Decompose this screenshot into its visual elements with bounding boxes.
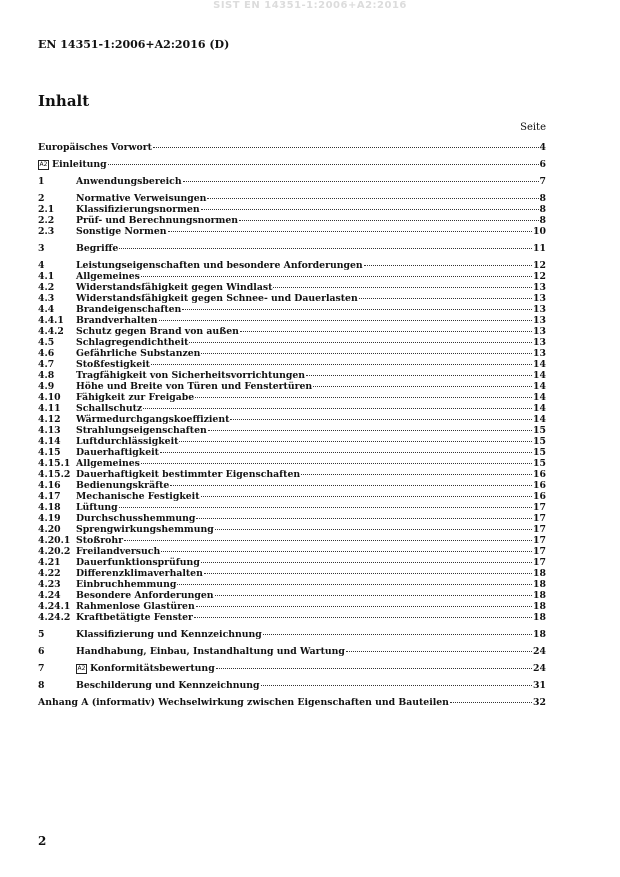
- toc-entry-number: 4.17: [38, 491, 61, 502]
- toc-entry-page: 15: [533, 447, 546, 458]
- dot-leader: [208, 430, 532, 431]
- toc-entry-title-text: Luftdurchlässigkeit: [76, 436, 179, 447]
- dot-leader: [215, 595, 533, 596]
- toc-entry-title: [76, 568, 203, 579]
- toc-entry-title: [76, 480, 169, 491]
- dot-leader: [204, 573, 532, 574]
- toc-entry-page: 18: [533, 590, 546, 601]
- toc-entry[interactable]: [38, 491, 546, 502]
- toc-entry-page: 4: [539, 142, 546, 153]
- dot-leader: [161, 551, 532, 552]
- page-column-label: Seite: [520, 122, 546, 133]
- dot-leader: [179, 441, 532, 442]
- dot-leader: [182, 309, 532, 310]
- toc-entry[interactable]: [38, 282, 546, 293]
- toc-entry-page: 16: [533, 469, 546, 480]
- toc-entry-number: 4.5: [38, 337, 55, 348]
- toc-entry-number: 4.21: [38, 557, 61, 568]
- toc-entry-number: 2.1: [38, 204, 55, 215]
- toc-entry-page: 18: [533, 601, 546, 612]
- toc-entry-page: 8: [539, 204, 546, 215]
- toc-entry[interactable]: [38, 403, 546, 414]
- toc-entry-number: 3: [38, 243, 45, 254]
- toc-entry-title: [76, 176, 182, 187]
- toc-entry-number: 4.16: [38, 480, 61, 491]
- toc-entry-page: 31: [533, 680, 546, 691]
- toc-entry-title-text: Konformitätsbewertung: [90, 663, 215, 674]
- toc-entry-title: [76, 282, 272, 293]
- dot-leader: [346, 651, 532, 652]
- toc-entry[interactable]: [38, 524, 546, 535]
- toc-entry[interactable]: [38, 370, 546, 381]
- toc-entry-title-text: Allgemeines: [76, 458, 140, 469]
- toc-entry-page: 13: [533, 304, 546, 315]
- toc-entry[interactable]: [38, 436, 546, 447]
- toc-entry-title-text: Strahlungseigenschaften: [76, 425, 207, 436]
- toc-entry-title: [76, 315, 158, 326]
- toc-entry-number: 4.7: [38, 359, 55, 370]
- dot-leader: [201, 353, 532, 354]
- dot-leader: [301, 474, 532, 475]
- toc-entry-title-text: Kraftbetätigte Fenster: [76, 612, 193, 623]
- toc-entry-number: 2: [38, 193, 45, 204]
- toc-entry-title-text: Klassifizierung und Kennzeichnung: [76, 629, 262, 640]
- toc-entry[interactable]: [38, 159, 546, 170]
- toc-entry-number: 4.24.2: [38, 612, 71, 623]
- toc-entry-title-text: Dauerhaftigkeit bestimmter Eigenschaften: [76, 469, 301, 480]
- toc-entry-title-text: Gefährliche Substanzen: [76, 348, 201, 359]
- toc-entry-title-text: Beschilderung und Kennzeichnung: [76, 680, 260, 691]
- toc-entry-number: 5: [38, 629, 45, 640]
- toc-entry-title: [76, 243, 118, 254]
- toc-entry-number: 4: [38, 260, 45, 271]
- toc-entry-number: 4.15.1: [38, 458, 71, 469]
- toc-entry[interactable]: [38, 142, 546, 153]
- dot-leader: [143, 408, 532, 409]
- toc-entry-page: 17: [533, 513, 546, 524]
- dot-leader: [177, 584, 532, 585]
- dot-leader: [216, 668, 532, 669]
- toc-entry-title-text: Normative Verweisungen: [76, 193, 207, 204]
- toc-entry-title-text: Dauerfunktionsprüfung: [76, 557, 200, 568]
- toc-entry-number: 4.8: [38, 370, 55, 381]
- toc-entry[interactable]: [38, 680, 546, 691]
- toc-entry-number: 4.19: [38, 513, 61, 524]
- toc-entry-title: [76, 425, 207, 436]
- dot-leader: [207, 198, 538, 199]
- toc-entry[interactable]: [38, 304, 546, 315]
- toc-entry-title: [76, 260, 363, 271]
- toc-entry-title-text: Widerstandsfähigkeit gegen Windlast: [76, 282, 273, 293]
- toc-entry[interactable]: [38, 535, 546, 546]
- toc-entry-title: [76, 546, 160, 557]
- toc-entry-title: [76, 392, 194, 403]
- dot-leader: [364, 265, 532, 266]
- toc-entry-page: 13: [533, 282, 546, 293]
- toc-entry-page: 14: [533, 414, 546, 425]
- toc-entry-title-text: Sonstige Normen: [76, 226, 167, 237]
- toc-entry-title: [38, 142, 152, 153]
- toc-entry-page: 18: [533, 629, 546, 640]
- toc-entry-title: [76, 436, 178, 447]
- dot-leader: [306, 375, 532, 376]
- toc-entry-number: 4.23: [38, 579, 61, 590]
- toc-entry-page: 17: [533, 557, 546, 568]
- dot-leader: [313, 386, 532, 387]
- amendment-marker-icon: A2: [77, 664, 86, 672]
- document-identifier: EN 14351-1:2006+A2:2016 (D): [38, 38, 230, 51]
- toc-entry[interactable]: [38, 612, 546, 623]
- toc-entry-number: 4.20.1: [38, 535, 71, 546]
- toc-entry[interactable]: [38, 480, 546, 491]
- dot-leader: [239, 220, 538, 221]
- toc-entry-title: [76, 414, 229, 425]
- toc-entry-title-text: Einbruchhemmung: [76, 579, 177, 590]
- toc-entry-number: 2.2: [38, 215, 55, 226]
- toc-entry-number: 4.20.2: [38, 546, 71, 557]
- dot-leader: [201, 209, 539, 210]
- toc-entry[interactable]: [38, 663, 546, 674]
- toc-entry-number: 4.13: [38, 425, 61, 436]
- toc-entry-title: [76, 204, 200, 215]
- toc-entry-number: 4.1: [38, 271, 55, 282]
- toc-entry-title-text: Freilandversuch: [76, 546, 161, 557]
- toc-entry-number: 2.3: [38, 226, 55, 237]
- toc-entry-title-text: Widerstandsfähigkeit gegen Schnee- und Dauerlasten: [76, 293, 358, 304]
- dot-leader: [215, 529, 532, 530]
- dot-leader: [273, 287, 532, 288]
- toc-entry-title: [76, 590, 214, 601]
- toc-entry-title-text: Europäisches Vorwort: [38, 142, 152, 153]
- toc-entry[interactable]: [38, 215, 546, 226]
- toc-entry-title: [76, 513, 195, 524]
- toc-entry-number: 1: [38, 176, 45, 187]
- toc-entry-title-text: Klassifizierungsnormen: [76, 204, 200, 215]
- toc-entry-title-text: Stoßrohr: [76, 535, 124, 546]
- toc-entry-page: 11: [533, 243, 546, 254]
- dot-leader: [189, 342, 532, 343]
- toc-entry-page: 13: [533, 315, 546, 326]
- page-number: 2: [38, 834, 47, 848]
- toc-entry-number: 4.20: [38, 524, 61, 535]
- toc-entry-title-text: Brandverhalten: [76, 315, 158, 326]
- toc-entry[interactable]: [38, 425, 546, 436]
- toc-entry[interactable]: [38, 337, 546, 348]
- dot-leader: [141, 463, 532, 464]
- toc-entry-title: [76, 359, 150, 370]
- toc-entry-page: 15: [533, 458, 546, 469]
- toc-entry[interactable]: [38, 646, 546, 657]
- dot-leader: [359, 298, 532, 299]
- toc-entry-title-text: Allgemeines: [76, 271, 140, 282]
- toc-entry-title-text: Schlagregendichtheit: [76, 337, 189, 348]
- toc-entry-title-text: Einleitung: [52, 159, 107, 170]
- toc-entry-title-text: Handhabung, Einbau, Instandhaltung und Wartung: [76, 646, 345, 657]
- toc-entry[interactable]: [38, 590, 546, 601]
- dot-leader: [153, 147, 539, 148]
- toc-entry-title-text: Fähigkeit zur Freigabe: [76, 392, 195, 403]
- toc-entry-title: [76, 469, 300, 480]
- toc-entry[interactable]: [38, 271, 546, 282]
- dot-leader: [261, 685, 532, 686]
- toc-entry-page: 14: [533, 392, 546, 403]
- toc-entry-page: 12: [533, 271, 546, 282]
- toc-entry-number: 4.6: [38, 348, 55, 359]
- toc-entry-title: [76, 304, 181, 315]
- toc-entry[interactable]: [38, 326, 546, 337]
- toc-entry-page: 18: [533, 579, 546, 590]
- dot-leader: [151, 364, 532, 365]
- toc-entry-number: 4.14: [38, 436, 61, 447]
- toc-entry[interactable]: [38, 502, 546, 513]
- dot-leader: [119, 248, 532, 249]
- dot-leader: [168, 231, 533, 232]
- toc-entry-title-text: Sprengwirkungshemmung: [76, 524, 214, 535]
- toc-entry-page: 17: [533, 546, 546, 557]
- toc-entry-number: 4.10: [38, 392, 61, 403]
- toc-entry[interactable]: [38, 193, 546, 204]
- toc-entry-page: 17: [533, 535, 546, 546]
- toc-entry-number: 4.2: [38, 282, 55, 293]
- toc-entry-title: [76, 215, 238, 226]
- toc-entry-title-text: Stoßfestigkeit: [76, 359, 150, 370]
- toc-entry-title: [76, 326, 239, 337]
- toc-entry-title-text: Bedienungskräfte: [76, 480, 170, 491]
- toc-entry[interactable]: [38, 293, 546, 304]
- toc-entry-title: [76, 193, 206, 204]
- toc-entry[interactable]: [38, 414, 546, 425]
- dot-leader: [141, 276, 532, 277]
- toc-entry-number: 4.24: [38, 590, 61, 601]
- dot-leader: [263, 634, 532, 635]
- toc-entry-title-text: Mechanische Festigkeit: [76, 491, 200, 502]
- toc-entry-number: 4.11: [38, 403, 61, 414]
- toc-entry-page: 15: [533, 436, 546, 447]
- toc-entry-number: 4.22: [38, 568, 61, 579]
- toc-entry-number: 6: [38, 646, 45, 657]
- toc-entry-number: 7: [38, 663, 45, 674]
- toc-entry[interactable]: [38, 697, 546, 708]
- toc-entry[interactable]: [38, 557, 546, 568]
- toc-entry-page: 24: [533, 646, 546, 657]
- toc-entry-title: [76, 579, 176, 590]
- toc-entry-number: 4.15: [38, 447, 61, 458]
- toc-entry-page: 17: [533, 502, 546, 513]
- toc-entry-page: 14: [533, 381, 546, 392]
- dot-leader: [195, 397, 532, 398]
- toc-entry-page: 7: [539, 176, 546, 187]
- toc-entry-title: [76, 226, 167, 237]
- toc-entry-title-text: Lüftung: [76, 502, 118, 513]
- dot-leader: [119, 507, 532, 508]
- toc-entry-title: [76, 293, 358, 304]
- toc-entry-number: 4.15.2: [38, 469, 71, 480]
- toc-entry-title: [76, 271, 140, 282]
- dot-leader: [201, 562, 532, 563]
- toc-entry[interactable]: [38, 568, 546, 579]
- toc-entry-title-text: Tragfähigkeit von Sicherheitsvorrichtungen: [76, 370, 306, 381]
- toc-entry-title-text: Begriffe: [76, 243, 119, 254]
- toc-entry-title-text: Schallschutz: [76, 403, 143, 414]
- toc-entry-title: [76, 458, 140, 469]
- toc-entry-page: 13: [533, 348, 546, 359]
- toc-entry[interactable]: [38, 447, 546, 458]
- toc-entry-page: 18: [533, 568, 546, 579]
- toc-entry[interactable]: [38, 176, 546, 187]
- toc-entry-number: 8: [38, 680, 45, 691]
- toc-entry[interactable]: [38, 381, 546, 392]
- toc-entry-number: 4.3: [38, 293, 55, 304]
- toc-entry-title-text: Höhe und Breite von Türen und Fenstertüren: [76, 381, 313, 392]
- toc-entry-title: [38, 159, 107, 170]
- dot-leader: [230, 419, 532, 420]
- toc-entry[interactable]: [38, 359, 546, 370]
- toc-entry-page: 10: [533, 226, 546, 237]
- toc-entry-page: 13: [533, 337, 546, 348]
- toc-entry-page: 18: [533, 612, 546, 623]
- table-of-contents: [38, 142, 546, 708]
- toc-entry-number: 4.24.1: [38, 601, 71, 612]
- toc-entry[interactable]: [38, 226, 546, 237]
- toc-entry-title-text: Prüf- und Berechnungsnormen: [76, 215, 239, 226]
- toc-entry-title: [38, 697, 449, 708]
- dot-leader: [124, 540, 532, 541]
- toc-entry-title-text: Rahmenlose Glastüren: [76, 601, 195, 612]
- toc-entry-title: [76, 502, 118, 513]
- toc-entry-page: 32: [533, 697, 546, 708]
- toc-entry-page: 17: [533, 524, 546, 535]
- toc-entry[interactable]: [38, 513, 546, 524]
- toc-entry-title-text: Leistungseigenschaften und besondere Anforderungen: [76, 260, 363, 271]
- toc-entry-title: [76, 680, 260, 691]
- toc-entry-page: 12: [533, 260, 546, 271]
- toc-entry-title: [76, 524, 214, 535]
- toc-entry-number: 4.4.1: [38, 315, 64, 326]
- toc-entry-page: 16: [533, 491, 546, 502]
- toc-entry-page: 8: [539, 215, 546, 226]
- toc-entry-title-text: Wärmedurchgangskoeffizient: [76, 414, 230, 425]
- toc-entry-title-text: Durchschusshemmung: [76, 513, 196, 524]
- toc-entry-page: 14: [533, 370, 546, 381]
- toc-entry-title-text: Anwendungsbereich: [76, 176, 182, 187]
- toc-entry-page: 16: [533, 480, 546, 491]
- toc-entry[interactable]: [38, 546, 546, 557]
- dot-leader: [196, 518, 532, 519]
- toc-entry-title-text: Besondere Anforderungen: [76, 590, 214, 601]
- toc-entry-page: 8: [539, 193, 546, 204]
- dot-leader: [170, 485, 532, 486]
- toc-entry-page: 14: [533, 403, 546, 414]
- dot-leader: [196, 606, 532, 607]
- toc-entry-title: [76, 601, 195, 612]
- toc-entry-title: [76, 646, 345, 657]
- toc-entry-title-text: Schutz gegen Brand von außen: [76, 326, 239, 337]
- toc-entry[interactable]: [38, 458, 546, 469]
- dot-leader: [160, 452, 532, 453]
- toc-entry-number: 4.9: [38, 381, 55, 392]
- toc-entry[interactable]: [38, 392, 546, 403]
- toc-entry-title: [76, 557, 200, 568]
- toc-entry-title: [76, 370, 305, 381]
- toc-entry[interactable]: [38, 315, 546, 326]
- toc-entry[interactable]: [38, 243, 546, 254]
- dot-leader: [183, 181, 539, 182]
- toc-entry-title: [76, 663, 215, 674]
- toc-entry-page: 14: [533, 359, 546, 370]
- dot-leader: [201, 496, 533, 497]
- toc-entry-page: 24: [533, 663, 546, 674]
- toc-entry-title: [76, 348, 200, 359]
- toc-entry-title: [76, 381, 312, 392]
- toc-entry-title: [76, 447, 159, 458]
- toc-entry-title: [76, 535, 123, 546]
- toc-entry[interactable]: [38, 469, 546, 480]
- toc-entry-page: 13: [533, 293, 546, 304]
- toc-entry-title: [76, 491, 200, 502]
- toc-entry[interactable]: [38, 629, 546, 640]
- toc-entry-title-text: Brandeigenschaften: [76, 304, 182, 315]
- watermark: SIST EN 14351-1:2006+A2:2016: [213, 0, 407, 11]
- toc-entry-title: [76, 629, 262, 640]
- toc-entry-page: 13: [533, 326, 546, 337]
- toc-entry[interactable]: [38, 260, 546, 271]
- toc-entry[interactable]: [38, 204, 546, 215]
- toc-entry-number: 4.4.2: [38, 326, 64, 337]
- toc-entry[interactable]: [38, 579, 546, 590]
- page-title: Inhalt: [38, 92, 90, 110]
- toc-entry-number: 4.4: [38, 304, 55, 315]
- toc-entry-title: [76, 403, 142, 414]
- dot-leader: [194, 617, 532, 618]
- dot-leader: [159, 320, 533, 321]
- toc-entry-number: 4.18: [38, 502, 61, 513]
- toc-entry-title-text: Differenzklimaverhalten: [76, 568, 203, 579]
- toc-entry-title-text: Dauerhaftigkeit: [76, 447, 159, 458]
- toc-entry-title: [76, 337, 188, 348]
- dot-leader: [108, 164, 539, 165]
- toc-entry-page: 15: [533, 425, 546, 436]
- dot-leader: [450, 702, 532, 703]
- toc-entry[interactable]: [38, 601, 546, 612]
- amendment-marker-icon: A2: [39, 160, 48, 168]
- toc-entry-title-text: Anhang A (informativ) Wechselwirkung zwischen Eigenschaften und Bauteilen: [38, 697, 449, 708]
- toc-entry[interactable]: [38, 348, 546, 359]
- toc-entry-title: [76, 612, 193, 623]
- toc-entry-number: 4.12: [38, 414, 61, 425]
- toc-entry-page: 6: [539, 159, 546, 170]
- dot-leader: [240, 331, 532, 332]
